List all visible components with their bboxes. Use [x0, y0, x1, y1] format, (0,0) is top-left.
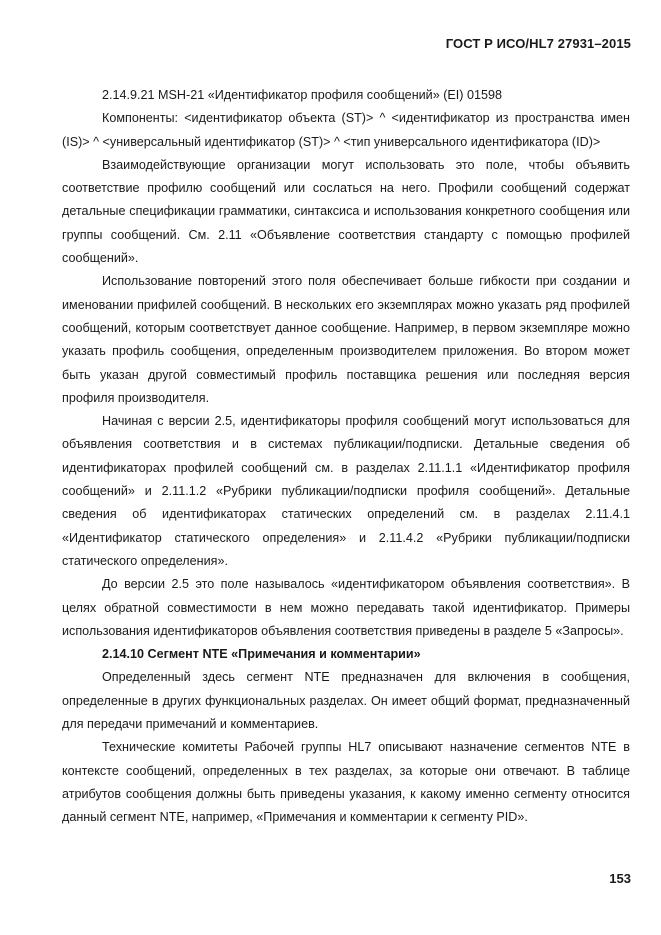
document-body [62, 84, 630, 830]
document-code-header: ГОСТ Р ИСО/HL7 27931–2015 [445, 36, 631, 51]
paragraph-version-2-5: Начиная с версии 2.5, идентификаторы профиля сообщений могут использоваться для объявления соответствия и в системах публикации/подписки. Детальные сведения об идентификаторах профилей сообщений см. в разделах 2.11.1.1 «Идентификатор профиля сообщений» и 2.11.1.2 «Рубрики публикации/подписки профиля сообщений». Детальные сведения об идентификаторах статических определений см. в разделах 2.11.4.1 «Идентификатор статического определения» и 2.11.4.2 «Рубрики публикации/подписки статического определения». [62, 414, 630, 568]
subsection-title: 2.14.10 Сегмент NTE «Примечания и комментарии» [102, 647, 421, 662]
paragraph-nte-definition: Определенный здесь сегмент NTE предназначен для включения в сообщения, определенные в других функциональных разделах. Он имеет общий формат, предназначенный для передачи примечаний и комментариев. [62, 670, 630, 732]
page-number: 153 [609, 871, 631, 886]
paragraph-components: Компоненты: <идентификатор объекта (ST)> ^ <идентификатор из пространства имен (IS)> ^ <универсальный идентификатор (ST)> ^ <тип универсального идентификатора (ID)> [62, 111, 630, 149]
paragraph-repetitions: Использование повторений этого поля обеспечивает больше гибкости при создании и именовании прифилей сообщений. В нескольких его экземплярах можно указать ряд профилей сообщений, которым соответствует данное сообщение. Например, в первом экземпляре можно указать профиль сообщения, определенным производителем приложения. Во втором может быть указан другой совместимый профиль поставщика решения или последняя версия профиля производителя. [62, 274, 630, 405]
paragraph-nte-committees: Технические комитеты Рабочей группы HL7 описывают назначение сегментов NTE в контексте сообщений, определенных в тех разделах, за которые они отвечают. В таблице атрибутов сообщения должны быть приведены указания, к какому именно сегменту относится данный сегмент NTE, например, «Примечания и комментарии к сегменту PID». [62, 740, 630, 825]
paragraph-organizations: Взаимодействующие организации могут использовать это поле, чтобы объявить соответствие профилю сообщений или сослаться на него. Профили сообщений содержат детальные спецификации грамматики, синтаксиса и использования конкретного сообщения или группы сообщений. См. 2.11 «Объявление соответствия стандарту с помощью профилей сообщений». [62, 157, 630, 266]
section-title: 2.14.9.21 MSH-21 «Идентификатор профиля сообщений» (EI) 01598 [102, 88, 503, 102]
paragraph-before-2-5: До версии 2.5 это поле называлось «идентификатором объявления соответствия». В целях обратной совместимости в нем можно передавать такой идентификатор. Примеры использования идентификаторов объявления соответствия приведены в разделе 5 «Запросы». [62, 577, 630, 638]
